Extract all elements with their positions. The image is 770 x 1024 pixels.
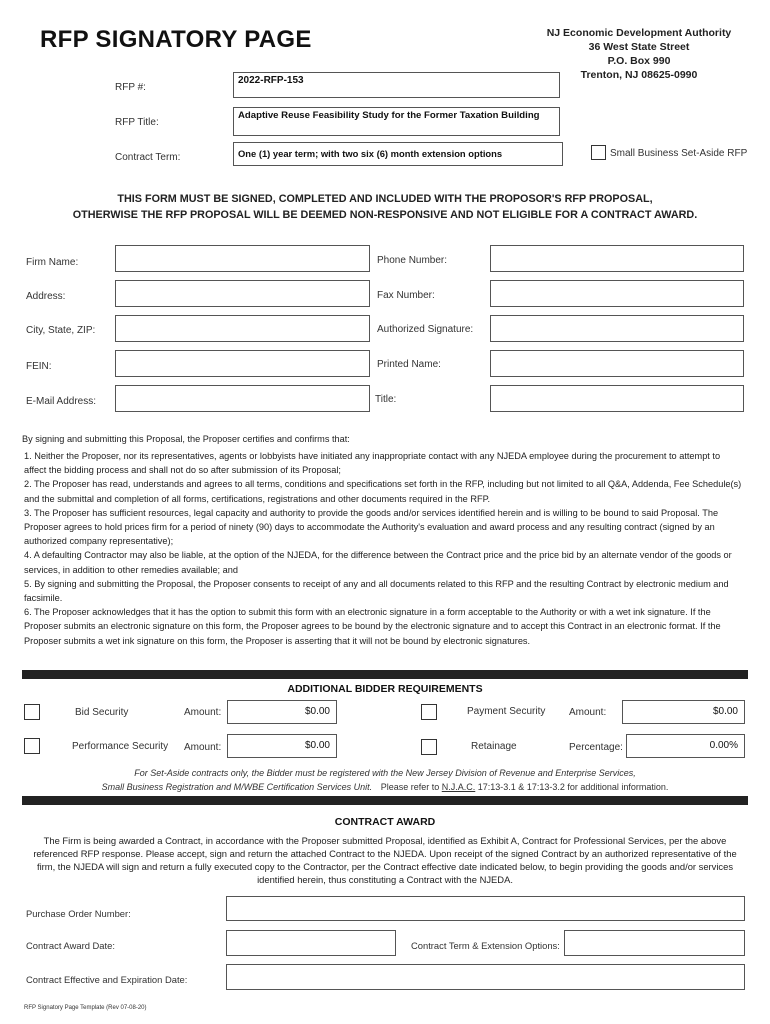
performance-security-checkbox[interactable] [24,738,40,754]
performance-security-amount-input[interactable]: $0.00 [227,734,337,758]
title-input[interactable] [490,385,744,412]
warning-line-1: THIS FORM MUST BE SIGNED, COMPLETED AND INCLUDED WITH THE PROPOSOR'S RFP PROPOSAL, [117,193,653,205]
fein-label: FEIN: [26,361,52,372]
payment-security-label: Payment Security [467,706,546,717]
agency-city: Trenton, NJ 08625-0990 [580,69,698,81]
certification-list [24,449,744,648]
phone-input[interactable] [490,245,744,272]
njac-link[interactable]: N.J.A.C. [441,782,476,792]
po-number-input[interactable] [226,896,745,921]
rfp-title-field[interactable]: Adaptive Reuse Feasibility Study for the Former Taxation Building [233,107,560,136]
retainage-percentage-label: Percentage: [569,742,623,753]
authorized-signature-label: Authorized Signature: [377,324,474,335]
rfp-number-field[interactable]: 2022-RFP-153 [233,72,560,98]
small-business-label: Small Business Set-Aside RFP [610,148,748,159]
email-input[interactable] [115,385,370,412]
section-divider-2 [22,796,748,805]
footer-template-label: RFP Signatory Page Template (Rev 07-08-20) [24,1005,147,1011]
retainage-percentage-input[interactable]: 0.00% [626,734,745,758]
city-state-zip-label: City, State, ZIP: [26,325,96,336]
bid-security-checkbox[interactable] [24,704,40,720]
page-title: RFP SIGNATORY PAGE [40,26,312,53]
effective-dates-label: Contract Effective and Expiration Date: [26,974,188,985]
certification-item-6: 6. The Proposer acknowledges that it has the option to submit this form with an electronic signature in a form acceptable to the Authority or with a wet ink signature. If the Proposer submits an electronic signature on this form, the Proposer agrees to be bound by the electronic signature and to accept this Contract in an electronic format. If the Proposer submits a wet ink signature on this form, the Proposer is asserting that it will not be bound by electronic signatures. [24,607,721,646]
fax-label: Fax Number: [377,290,435,301]
fax-input[interactable] [490,280,744,307]
bid-security-amount-label: Amount: [184,707,222,718]
additional-requirements-heading: ADDITIONAL BIDDER REQUIREMENTS [287,683,483,695]
city-state-zip-input[interactable] [115,315,370,342]
set-aside-note-unit: Small Business Registration and M/WBE Certification Services Unit. [101,782,373,792]
payment-security-checkbox[interactable] [421,704,437,720]
printed-name-label: Printed Name: [377,359,441,370]
agency-po-box: P.O. Box 990 [607,55,671,67]
address-input[interactable] [115,280,370,307]
retainage-checkbox[interactable] [421,739,437,755]
phone-label: Phone Number: [377,255,448,266]
certification-intro: By signing and submitting this Proposal, the Proposer certifies and confirms that: [22,434,350,444]
agency-name: NJ Economic Development Authority [546,27,732,39]
set-aside-note-line-1: For Set-Aside contracts only, the Bidder must be registered with the New Jersey Division of Revenue and Enterprise Services, [134,768,636,778]
certification-item-3: 3. The Proposer has sufficient resources, legal capacity and authority to provide the goods and/or services identified herein and is willing to be bound to said Proposal. The Proposer agrees to hold prices firm for a period of ninety (90) days to accommodate the Authority's evaluation and award process and any resulting contract (signed by an authorized company representative); [24,507,719,547]
award-date-label: Contract Award Date: [26,940,115,951]
bid-security-label: Bid Security [75,707,129,718]
effective-dates-input[interactable] [226,964,745,990]
performance-security-label: Performance Security [72,741,169,752]
term-extension-input[interactable] [564,930,745,956]
contract-term-label: Contract Term: [115,152,181,163]
certification-item-2: 2. The Proposer has read, understands and agrees to all terms, conditions and specifications set forth in the RFP, including but not limited to all Q&A, Addenda, Fee Schedule(s) and the submittal and completion of all forms, certifications, registrations and other documents required in the RFP. [24,479,742,504]
email-label: E-Mail Address: [26,396,97,407]
performance-security-amount-label: Amount: [184,742,222,753]
set-aside-note-refer: Please refer to [380,782,440,792]
authorized-signature-input[interactable] [490,315,744,342]
payment-security-amount-input[interactable]: $0.00 [622,700,745,724]
set-aside-note-line-2 [0,780,770,794]
po-number-label: Purchase Order Number: [26,908,131,919]
small-business-checkbox[interactable] [591,145,606,160]
agency-street: 36 West State Street [588,41,690,53]
term-extension-label: Contract Term & Extension Options: [411,940,560,951]
section-divider-1 [22,670,748,679]
payment-security-amount-label: Amount: [569,707,607,718]
award-date-input[interactable] [226,930,396,956]
printed-name-input[interactable] [490,350,744,377]
warning-line-2: OTHERWISE THE RFP PROPOSAL WILL BE DEEMED NON-RESPONSIVE AND NOT ELIGIBLE FOR A CONTRACT AWARD. [72,209,698,221]
contract-award-text: The Firm is being awarded a Contract, in accordance with the Proposer submitted Proposal, identified as Exhibit A, Contract for Professional Services, per the above referenced RFP response. Please accept, sign and return the attached Contract to the NJEDA. Upon receipt of the signed Contract by an authorized representative of the firm, the NJEDA will sign and return a fully executed copy to the Contractor, per the Contract effective date indicated below, to begin providing the goods and/or services identified herein, thus constituting a Contract with the NJEDA. [33,835,737,885]
rfp-title-label: RFP Title: [115,117,159,128]
rfp-number-label: RFP #: [115,82,146,93]
fein-input[interactable] [115,350,370,377]
set-aside-note-citation: 17:13-3.1 & 17:13-3.2 for additional information. [477,782,669,792]
certification-item-1: 1. Neither the Proposer, nor its representatives, agents or lobbyists have initiated any inappropriate contact with any NJEDA employee during the procurement to attempt to affect the bidding process and shall not do so after submission of its Proposal; [24,451,721,476]
title-label: Title: [375,394,397,405]
certification-item-4: 4. A defaulting Contractor may also be liable, at the option of the NJEDA, for the difference between the Contract price and the price bid by an alternate vendor of the goods or services, in addition to other remedies available; and [24,550,732,575]
bid-security-amount-input[interactable]: $0.00 [227,700,337,724]
contract-term-field[interactable]: One (1) year term; with two six (6) month extension options [233,142,563,166]
firm-name-label: Firm Name: [26,257,79,268]
address-label: Address: [26,291,66,302]
certification-item-5: 5. By signing and submitting the Proposal, the Proposer consents to receipt of any and all documents related to this RFP and the resulting Contract by electronic medium and facsimile. [24,578,729,604]
retainage-label: Retainage [471,741,517,752]
contract-award-heading: CONTRACT AWARD [334,816,436,828]
firm-name-input[interactable] [115,245,370,272]
